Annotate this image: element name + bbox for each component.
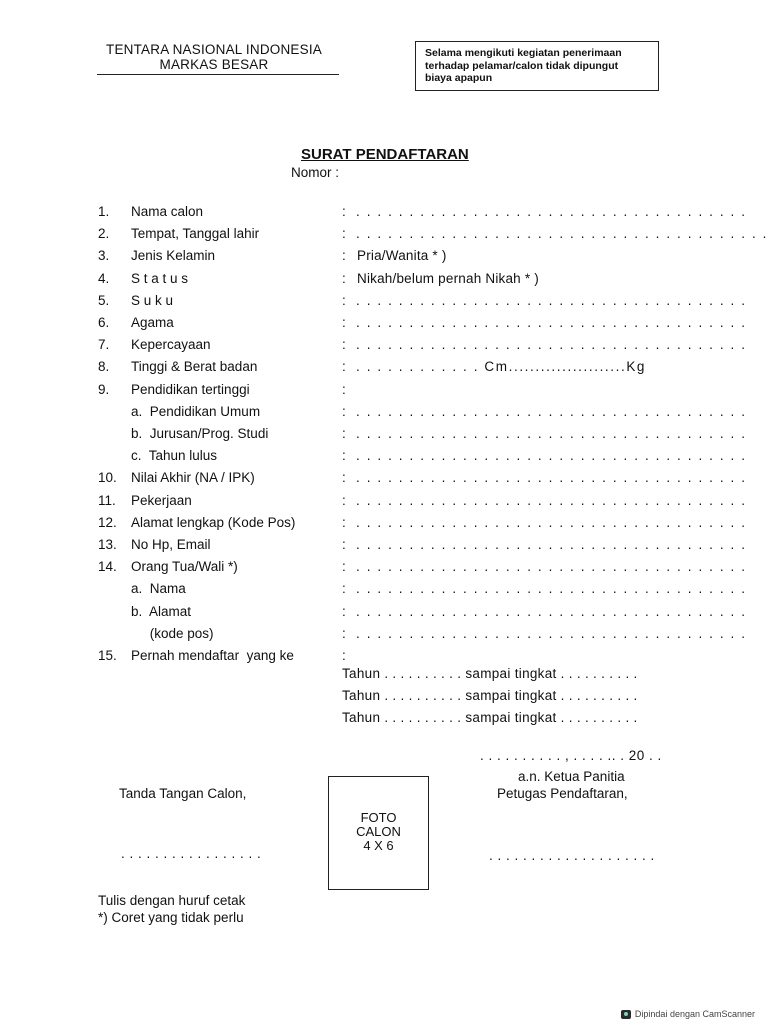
field-colon: : (342, 604, 346, 619)
field-colon: : (342, 448, 346, 463)
field-label: (kode pos) (131, 626, 214, 641)
notice-line: terhadap pelamar/calon tidak dipungut (425, 59, 619, 72)
field-colon: : (342, 248, 346, 263)
org-name: TENTARA NASIONAL INDONESIA (106, 42, 322, 57)
photo-label: FOTO (360, 810, 397, 825)
print-instruction: Tulis dengan huruf cetak (98, 893, 246, 908)
field-colon: : (342, 426, 346, 441)
field-number: 4. (98, 271, 110, 286)
field-label: b. Jurusan/Prog. Studi (131, 426, 269, 441)
date-line[interactable]: . . . . . . . . . . , . . . . .. . 20 . . (480, 748, 662, 763)
photo-label: CALON (356, 824, 401, 839)
notice-line: Selama mengikuti kegiatan penerimaan (425, 47, 622, 59)
field-colon: : (342, 404, 346, 419)
field-colon: : (342, 204, 346, 219)
field-colon: : (342, 271, 346, 286)
field-colon: : (342, 382, 346, 397)
field-colon: : (342, 359, 346, 374)
field-number: 2. (98, 226, 110, 241)
tahun-row[interactable]: Tahun . . . . . . . . . . sampai tingkat . . . . . . . . . . (342, 666, 638, 681)
field-value[interactable]: . . . . . . . . . . . . . . . . . . . . . . . . . . . . . . . . . . . . . (356, 315, 747, 330)
field-colon: : (342, 581, 346, 596)
field-value[interactable]: . . . . . . . . . . . . . . . . . . . . . . . . . . . . . . . . . . . . . (356, 448, 747, 463)
field-number: 1. (98, 204, 110, 219)
registrar-signature-line[interactable]: . . . . . . . . . . . . . . . . . . . . (489, 848, 655, 863)
field-value[interactable]: . . . . . . . . . . . . . . . . . . . . . . . . . . . . . . . . . . . . . (356, 293, 747, 308)
document-title: SURAT PENDAFTARAN (301, 146, 469, 163)
field-value[interactable]: . . . . . . . . . . . . . . . . . . . . . . . . . . . . . . . . . . . . . (356, 470, 747, 485)
field-label: Jenis Kelamin (131, 248, 216, 263)
header-divider (97, 74, 339, 75)
field-colon: : (342, 337, 346, 352)
field-value[interactable]: . . . . . . . . . . . . Cm......................Kg (356, 359, 647, 374)
field-colon: : (342, 537, 346, 552)
field-value[interactable]: Nikah/belum pernah Nikah * ) (357, 271, 539, 286)
field-number: 8. (98, 359, 110, 374)
field-number: 6. (98, 315, 110, 330)
registrar-label: Petugas Pendaftaran, (497, 786, 628, 801)
field-label: Pekerjaan (131, 493, 192, 508)
field-label: Kepercayaan (131, 337, 211, 352)
field-label: a. Nama (131, 581, 186, 596)
field-value[interactable]: . . . . . . . . . . . . . . . . . . . . . . . . . . . . . . . . . . . . . . . (356, 226, 768, 241)
nomor-label: Nomor : (291, 165, 340, 180)
field-label: Alamat lengkap (Kode Pos) (131, 515, 296, 530)
field-value[interactable]: . . . . . . . . . . . . . . . . . . . . . . . . . . . . . . . . . . . . . (356, 493, 747, 508)
field-colon: : (342, 493, 346, 508)
field-label: b. Alamat (131, 604, 192, 619)
notice-line: biaya apapun (425, 72, 493, 84)
field-number: 3. (98, 248, 110, 263)
scanner-watermark (621, 1009, 755, 1019)
field-number: 7. (98, 337, 110, 352)
field-label: Agama (131, 315, 174, 330)
field-number: 9. (98, 382, 110, 397)
tahun-row[interactable]: Tahun . . . . . . . . . . sampai tingkat . . . . . . . . . . (342, 688, 638, 703)
field-label: Orang Tua/Wali *) (131, 559, 238, 574)
field-number: 11. (98, 493, 116, 508)
field-number: 14. (98, 559, 117, 574)
field-number: 12. (98, 515, 117, 530)
field-colon: : (342, 226, 346, 241)
field-label: Pendidikan tertinggi (131, 382, 250, 397)
field-value[interactable]: . . . . . . . . . . . . . . . . . . . . . . . . . . . . . . . . . . . . . (356, 204, 747, 219)
candidate-signature-line[interactable]: . . . . . . . . . . . . . . . . . (121, 846, 262, 861)
field-colon: : (342, 559, 346, 574)
field-label: c. Tahun lulus (131, 448, 218, 463)
field-value[interactable]: . . . . . . . . . . . . . . . . . . . . . . . . . . . . . . . . . . . . . (356, 604, 747, 619)
tahun-row[interactable]: Tahun . . . . . . . . . . sampai tingkat . . . . . . . . . . (342, 710, 638, 725)
camscanner-icon (621, 1010, 631, 1019)
field-label: Nilai Akhir (NA / IPK) (131, 470, 255, 485)
field-number: 15. (98, 648, 117, 663)
field-colon: : (342, 293, 346, 308)
field-label: Tinggi & Berat badan (131, 359, 258, 374)
field-label: No Hp, Email (131, 537, 211, 552)
photo-size: 4 X 6 (363, 838, 394, 853)
field-value[interactable]: . . . . . . . . . . . . . . . . . . . . . . . . . . . . . . . . . . . . . (356, 559, 747, 574)
field-label: Pernah mendaftar yang ke (131, 648, 294, 663)
field-value[interactable]: . . . . . . . . . . . . . . . . . . . . . . . . . . . . . . . . . . . . . (356, 426, 747, 441)
field-value[interactable]: . . . . . . . . . . . . . . . . . . . . . . . . . . . . . . . . . . . . . (356, 515, 747, 530)
field-number: 5. (98, 293, 110, 308)
field-label: Tempat, Tanggal lahir (131, 226, 260, 241)
field-colon: : (342, 515, 346, 530)
field-number: 10. (98, 470, 117, 485)
field-number: 13. (98, 537, 117, 552)
photo-box[interactable] (328, 776, 429, 890)
field-label: a. Pendidikan Umum (131, 404, 261, 419)
field-value[interactable]: Pria/Wanita * ) (357, 248, 447, 263)
org-subname: MARKAS BESAR (159, 57, 269, 72)
field-label: S t a t u s (131, 271, 189, 286)
field-value[interactable]: . . . . . . . . . . . . . . . . . . . . . . . . . . . . . . . . . . . . . (356, 537, 747, 552)
watermark-text: Dipindai dengan CamScanner (634, 1009, 755, 1019)
committee-label: a.n. Ketua Panitia (518, 769, 625, 784)
field-colon: : (342, 648, 346, 663)
field-colon: : (342, 626, 346, 641)
fee-notice-box (415, 41, 659, 91)
field-value[interactable]: . . . . . . . . . . . . . . . . . . . . . . . . . . . . . . . . . . . . . (356, 337, 747, 352)
field-label: Nama calon (131, 204, 204, 219)
field-value[interactable]: . . . . . . . . . . . . . . . . . . . . . . . . . . . . . . . . . . . . . (356, 581, 747, 596)
field-value[interactable]: . . . . . . . . . . . . . . . . . . . . . . . . . . . . . . . . . . . . . (356, 404, 747, 419)
field-colon: : (342, 315, 346, 330)
strike-instruction: *) Coret yang tidak perlu (98, 910, 244, 925)
field-value[interactable]: . . . . . . . . . . . . . . . . . . . . . . . . . . . . . . . . . . . . . (356, 626, 747, 641)
candidate-signature-label: Tanda Tangan Calon, (119, 786, 247, 801)
field-label: S u k u (131, 293, 174, 308)
field-colon: : (342, 470, 346, 485)
